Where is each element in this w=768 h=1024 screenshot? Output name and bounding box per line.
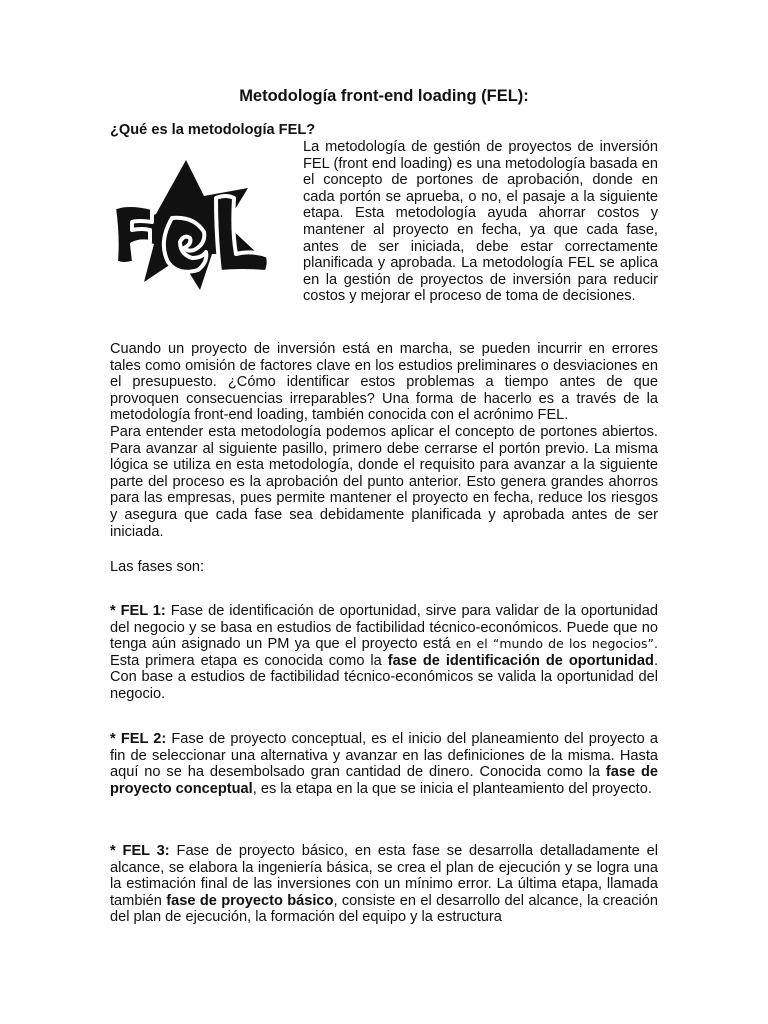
fel-star-logo-icon: [108, 146, 296, 292]
fel3-paragraph: [110, 843, 658, 926]
fel2-paragraph: [110, 731, 658, 797]
fel1-text-a: Fase de identificación de oportunidad, sirve para validar de la oportunidad del negocio y se basa en estudios de factibilidad técnico-económicos. Puede que no tenga aún asignado un PM ya que el proyecto está: [110, 603, 658, 653]
paragraph-gates: Para entender esta metodología podemos aplicar el concepto de portones abiertos. Para avanzar al siguiente pasillo, primero debe cerrarse el portón previo. La misma lógica se utiliza en esta metodología, donde el requisito para avanzar a la siguiente parte del proceso es la aprobación del punto anterior. Esto genera grandes ahorros para las empresas, pues permite mantener el proyecto en fecha, reduce los riesgos y asegura que cada fase sea debidamente planificada y aprobada antes de ser iniciada.: [110, 423, 658, 540]
body-text: [110, 341, 658, 540]
fel1-text-c: . Con base a estudios de factibilidad técnico-económicos se valida la oportunidad del negocio.: [110, 652, 658, 702]
intro-paragraph: La metodología de gestión de proyectos de inversión FEL (front end loading) es una metodología basada en el concepto de portones de aprobación, donde en cada portón se aprueba, o no, el pasaje a la siguiente etapa. Esta metodología ayuda ahorrar costos y mantener al proyecto en fecha, ya que cada fase, antes de ser iniciada, debe estar correctamente planificada y aprobada. La metodología FEL se aplica en la gestión de proyectos de inversión para reducir costos y mejorar el proceso de toma de decisiones.: [303, 139, 658, 305]
logo-text: FEL: [108, 146, 135, 162]
fel2-text-a: Fase de proyecto conceptual, es el inicio del planeamiento del proyecto a fin de seleccionar una alternativa y avanzar en las definiciones de la misma. Hasta aquí no se ha desembolsado gran cantidad de dinero. Conocida como la: [110, 731, 658, 781]
fel1-label: * FEL 1:: [110, 603, 166, 619]
section-heading: ¿Qué es la metodología FEL?: [110, 122, 316, 138]
fel1-text-b: Esta primera etapa es conocida como la: [110, 652, 388, 669]
paragraph-problem: Cuando un proyecto de inversión está en marcha, se pueden incurrir en errores tales como omisión de factores clave en los estudios preliminares o desviaciones en el presupuesto. ¿Cómo identificar estos problemas a tiempo antes de que provoquen consecuencias irreparables? Una forma de hacerlo es a través de la metodología front-end loading, también conocida con el acrónimo FEL.: [110, 341, 658, 424]
fel1-paragraph: [110, 603, 658, 703]
fel2-bold: fase de proyecto conceptual: [110, 764, 658, 797]
fel-logo: [108, 146, 296, 292]
fel3-text-b: , consiste en el desarrollo del alcance, la creación del plan de ejecución, la formación del equipo y la estructura: [110, 892, 658, 926]
page-title: Metodología front-end loading (FEL):: [239, 87, 529, 105]
fel3-bold: fase de proyecto básico: [166, 892, 334, 909]
fel2-label: * FEL 2:: [110, 731, 167, 747]
fel3-label: * FEL 3:: [110, 843, 170, 859]
phases-label: Las fases son:: [110, 559, 205, 575]
fel1-bold: fase de identificación de oportunidad: [387, 652, 654, 669]
fel1-mundo: en el “mundo de los negocios”.: [455, 636, 658, 652]
fel3-text-a: Fase de proyecto básico, en esta fase se desarrolla detalladamente el alcance, se elabora la ingeniería básica, se crea el plan de ejecución y se logra una la estimación final de las inversiones con un mínimo error. La última etapa, llamada también: [110, 843, 658, 909]
fel2-text-b: , es la etapa en la que se inicia el planteamiento del proyecto.: [252, 780, 652, 797]
